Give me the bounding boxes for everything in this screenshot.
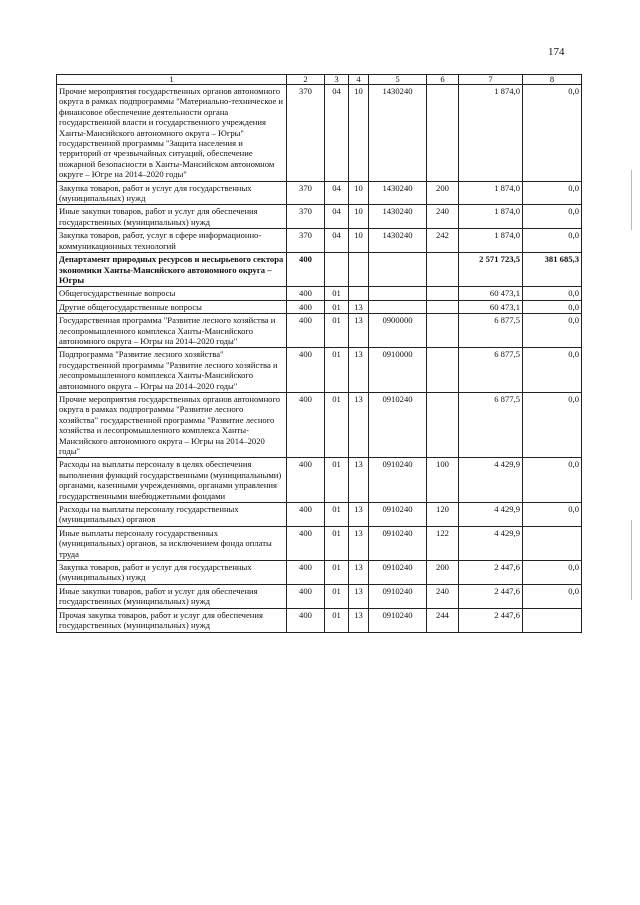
row-subsection: 13 — [349, 561, 369, 585]
row-expense-type: 240 — [427, 205, 459, 229]
row-amount-subvention: 0,0 — [523, 458, 582, 503]
row-admin-code: 400 — [287, 300, 325, 313]
header-col-8: 8 — [523, 75, 582, 85]
row-amount-subvention: 0,0 — [523, 85, 582, 182]
row-description: Иные выплаты персоналу государственных (муниципальных) органов, за исключением фонда оплаты труда — [57, 526, 287, 560]
row-description: Подпрограмма "Развитие лесного хозяйства" государственной программы "Развитие лесного хозяйства и лесопромышленного комплекса Ханты-Мансийского автономного округа – Югры на 2014–2020 годы" — [57, 348, 287, 393]
row-section: 04 — [325, 181, 349, 205]
row-section: 01 — [325, 458, 349, 503]
row-description: Государственная программа "Развитие лесного хозяйства и лесопромышленного комплекса Ханты-Мансийского автономного округа – Югры на 2014–2020 годы" — [57, 314, 287, 348]
row-amount-subvention: 0,0 — [523, 181, 582, 205]
row-target-article: 0910240 — [369, 392, 427, 457]
row-admin-code: 400 — [287, 253, 325, 287]
table-row — [57, 458, 582, 503]
table-row — [57, 85, 582, 182]
row-amount-subvention — [523, 526, 582, 560]
header-col-3: 3 — [325, 75, 349, 85]
row-target-article: 0910240 — [369, 458, 427, 503]
row-admin-code: 400 — [287, 314, 325, 348]
row-description: Закупка товаров, работ и услуг для государственных (муниципальных) нужд — [57, 181, 287, 205]
row-description: Общегосударственные вопросы — [57, 287, 287, 300]
row-target-article — [369, 300, 427, 313]
row-expense-type: 100 — [427, 458, 459, 503]
row-amount-subvention: 0,0 — [523, 348, 582, 393]
row-amount-total: 60 473,1 — [459, 287, 523, 300]
row-admin-code: 400 — [287, 458, 325, 503]
row-expense-type: 200 — [427, 561, 459, 585]
row-section: 01 — [325, 287, 349, 300]
row-amount-total: 6 877,5 — [459, 348, 523, 393]
row-amount-total: 4 429,9 — [459, 458, 523, 503]
row-expense-type: 122 — [427, 526, 459, 560]
row-section: 01 — [325, 561, 349, 585]
row-amount-subvention: 0,0 — [523, 314, 582, 348]
row-subsection: 13 — [349, 503, 369, 527]
table-row — [57, 348, 582, 393]
row-amount-total: 1 874,0 — [459, 181, 523, 205]
row-amount-subvention: 0,0 — [523, 561, 582, 585]
row-amount-total: 6 877,5 — [459, 314, 523, 348]
row-section: 01 — [325, 584, 349, 608]
row-section — [325, 253, 349, 287]
row-expense-type — [427, 314, 459, 348]
row-expense-type — [427, 85, 459, 182]
header-col-5: 5 — [369, 75, 427, 85]
table-header — [57, 75, 582, 85]
row-expense-type: 244 — [427, 608, 459, 632]
row-description: Закупка товаров, работ и услуг для государственных (муниципальных) нужд — [57, 561, 287, 585]
table-row — [57, 392, 582, 457]
table-row — [57, 561, 582, 585]
table-row — [57, 584, 582, 608]
row-section: 01 — [325, 348, 349, 393]
row-target-article: 0910240 — [369, 526, 427, 560]
row-amount-total: 6 877,5 — [459, 392, 523, 457]
budget-table — [56, 74, 582, 633]
table-row — [57, 314, 582, 348]
row-amount-total: 1 874,0 — [459, 85, 523, 182]
row-section: 01 — [325, 392, 349, 457]
row-subsection: 13 — [349, 584, 369, 608]
row-target-article: 0900000 — [369, 314, 427, 348]
row-description: Прочие мероприятия государственных органов автономного округа в рамках подпрограммы "Материально-техническое и финансовое обеспечение деятельности органа государственной власти и государственного учреждения Ханты-Мансийского автономного округа – Югры" государственной программы "Защита населения и территорий от чрезвычайных ситуаций, обеспечение пожарной безопасности в Ханты-Мансийском автономном округе – Югре на 2014–2020 годы" — [57, 85, 287, 182]
row-subsection: 13 — [349, 300, 369, 313]
row-target-article: 1430240 — [369, 181, 427, 205]
table-row — [57, 287, 582, 300]
row-description: Расходы на выплаты персоналу государственных (муниципальных) органов — [57, 503, 287, 527]
row-subsection: 13 — [349, 348, 369, 393]
row-admin-code: 370 — [287, 229, 325, 253]
row-amount-subvention: 381 685,3 — [523, 253, 582, 287]
row-subsection: 10 — [349, 85, 369, 182]
page-number: 174 — [548, 46, 565, 58]
row-amount-total: 60 473,1 — [459, 300, 523, 313]
row-admin-code: 400 — [287, 392, 325, 457]
row-admin-code: 400 — [287, 561, 325, 585]
row-target-article: 1430240 — [369, 205, 427, 229]
table-row — [57, 229, 582, 253]
row-admin-code: 400 — [287, 584, 325, 608]
table-row — [57, 300, 582, 313]
row-target-article: 1430240 — [369, 85, 427, 182]
row-subsection: 13 — [349, 458, 369, 503]
row-target-article: 0910240 — [369, 503, 427, 527]
row-description: Иные закупки товаров, работ и услуг для обеспечения государственных (муниципальных) нужд — [57, 205, 287, 229]
row-description: Иные закупки товаров, работ и услуг для обеспечения государственных (муниципальных) нужд — [57, 584, 287, 608]
header-col-7: 7 — [459, 75, 523, 85]
row-amount-subvention — [523, 608, 582, 632]
row-section: 01 — [325, 503, 349, 527]
row-description: Другие общегосударственные вопросы — [57, 300, 287, 313]
header-col-2: 2 — [287, 75, 325, 85]
row-subsection: 10 — [349, 181, 369, 205]
row-target-article: 0910240 — [369, 584, 427, 608]
row-amount-subvention: 0,0 — [523, 584, 582, 608]
row-amount-subvention: 0,0 — [523, 205, 582, 229]
row-expense-type — [427, 348, 459, 393]
row-subsection: 13 — [349, 608, 369, 632]
row-amount-total: 1 874,0 — [459, 229, 523, 253]
row-subsection — [349, 253, 369, 287]
row-section: 04 — [325, 85, 349, 182]
row-subsection: 10 — [349, 229, 369, 253]
row-amount-subvention: 0,0 — [523, 287, 582, 300]
row-subsection: 13 — [349, 314, 369, 348]
table-row — [57, 526, 582, 560]
row-expense-type — [427, 392, 459, 457]
row-expense-type: 240 — [427, 584, 459, 608]
row-amount-total: 4 429,9 — [459, 503, 523, 527]
table-row — [57, 503, 582, 527]
row-admin-code: 400 — [287, 503, 325, 527]
header-col-1: 1 — [57, 75, 287, 85]
row-description: Прочие мероприятия государственных органов автономного округа в рамках подпрограммы "Развитие лесного хозяйства" государственной программы "Развитие лесного хозяйства и лесопромышленного комплекса Ханты-Мансийского автономного округа – Югры на 2014–2020 годы" — [57, 392, 287, 457]
row-section: 04 — [325, 229, 349, 253]
row-admin-code: 370 — [287, 205, 325, 229]
row-amount-total: 2 447,6 — [459, 608, 523, 632]
row-target-article: 0910240 — [369, 561, 427, 585]
row-expense-type — [427, 253, 459, 287]
row-amount-total: 1 874,0 — [459, 205, 523, 229]
table-row — [57, 253, 582, 287]
row-target-article: 0910000 — [369, 348, 427, 393]
header-col-4: 4 — [349, 75, 369, 85]
row-admin-code: 400 — [287, 287, 325, 300]
row-target-article: 1430240 — [369, 229, 427, 253]
row-subsection: 10 — [349, 205, 369, 229]
row-expense-type — [427, 287, 459, 300]
row-amount-subvention: 0,0 — [523, 503, 582, 527]
row-amount-total: 4 429,9 — [459, 526, 523, 560]
row-amount-subvention: 0,0 — [523, 229, 582, 253]
row-section: 01 — [325, 314, 349, 348]
row-admin-code: 400 — [287, 526, 325, 560]
row-description: Закупка товаров, работ, услуг в сфере информационно-коммуникационных технологий — [57, 229, 287, 253]
row-expense-type: 200 — [427, 181, 459, 205]
row-admin-code: 370 — [287, 181, 325, 205]
row-description: Департамент природных ресурсов и несырьевого сектора экономики Ханты-Мансийского автономного округа – Югры — [57, 253, 287, 287]
table-row — [57, 181, 582, 205]
row-target-article: 0910240 — [369, 608, 427, 632]
row-section: 01 — [325, 608, 349, 632]
row-subsection: 13 — [349, 392, 369, 457]
row-target-article — [369, 253, 427, 287]
row-description: Прочая закупка товаров, работ и услуг для обеспечения государственных (муниципальных) нужд — [57, 608, 287, 632]
row-admin-code: 370 — [287, 85, 325, 182]
header-col-6: 6 — [427, 75, 459, 85]
row-target-article — [369, 287, 427, 300]
row-section: 01 — [325, 526, 349, 560]
scan-edge-mark — [631, 520, 632, 600]
row-subsection: 13 — [349, 526, 369, 560]
row-expense-type: 120 — [427, 503, 459, 527]
scan-edge-mark — [631, 170, 632, 230]
row-expense-type: 242 — [427, 229, 459, 253]
table-row — [57, 608, 582, 632]
row-amount-total: 2 447,6 — [459, 561, 523, 585]
row-expense-type — [427, 300, 459, 313]
row-section: 04 — [325, 205, 349, 229]
table-row — [57, 205, 582, 229]
row-subsection — [349, 287, 369, 300]
row-amount-subvention: 0,0 — [523, 392, 582, 457]
row-amount-total: 2 571 723,5 — [459, 253, 523, 287]
row-section: 01 — [325, 300, 349, 313]
row-description: Расходы на выплаты персоналу в целях обеспечения выполнения функций государственными (муниципальными) органами, казенными учреждениями, органами управления государственными внебюджетными фондами — [57, 458, 287, 503]
row-admin-code: 400 — [287, 608, 325, 632]
row-amount-total: 2 447,6 — [459, 584, 523, 608]
row-admin-code: 400 — [287, 348, 325, 393]
row-amount-subvention: 0,0 — [523, 300, 582, 313]
